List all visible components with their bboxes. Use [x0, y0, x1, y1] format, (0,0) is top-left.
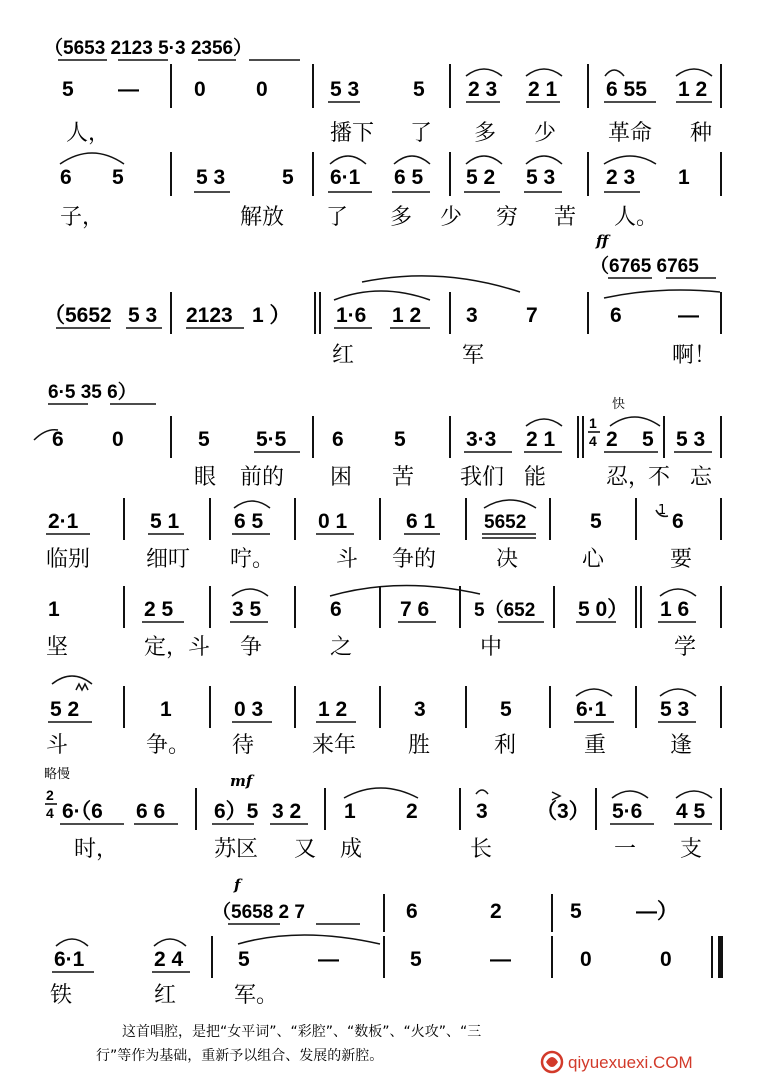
- slur: [52, 676, 92, 684]
- slur: [484, 500, 536, 508]
- note: 5: [238, 948, 250, 971]
- note: 2123: [186, 304, 233, 327]
- slur: [60, 153, 124, 164]
- note: —: [318, 948, 339, 971]
- note: 5: [642, 428, 654, 451]
- lyric: 我们: [460, 465, 505, 490]
- slur: [604, 156, 656, 164]
- note: 2: [490, 900, 502, 923]
- lyric: 忍，: [606, 465, 651, 490]
- prelude-line: （5653 2123 5·3 2356）: [44, 38, 253, 59]
- note: 6: [672, 510, 684, 533]
- note: 6）5: [214, 800, 259, 823]
- lyric: 种: [690, 121, 713, 146]
- lyric: 斗: [336, 547, 359, 572]
- note: 4 5: [676, 800, 706, 823]
- time-signature-top: 2: [46, 787, 54, 803]
- lyric: 决: [496, 547, 519, 572]
- note: 3: [414, 698, 426, 721]
- note: 2: [406, 800, 418, 823]
- grace-note: 1: [658, 503, 667, 518]
- note: 5652: [484, 512, 527, 533]
- lyric: 人。: [614, 205, 659, 230]
- note: 3: [476, 800, 488, 823]
- note: 5: [394, 428, 406, 451]
- note: 2 4: [154, 948, 184, 971]
- lyric: 了: [410, 121, 433, 146]
- note: 2·1: [48, 510, 79, 533]
- system-7: [46, 676, 721, 758]
- slur: [56, 939, 88, 946]
- lyric: 支: [680, 837, 703, 862]
- slur: [466, 69, 502, 76]
- lyric: 忘: [690, 465, 713, 490]
- slur: [576, 689, 612, 696]
- note: 1 2: [392, 304, 422, 327]
- lyric: 播下: [330, 121, 375, 146]
- note: 2 1: [528, 78, 558, 101]
- prelude-line: （6765 6765: [590, 256, 699, 277]
- lyric: 一: [614, 837, 637, 862]
- lyric: 军: [462, 343, 485, 368]
- lyric: 心: [582, 547, 605, 572]
- slur: [466, 156, 502, 164]
- note: 5 3: [128, 304, 158, 327]
- lyric: 解放: [240, 205, 285, 230]
- lyric: 争的: [392, 547, 437, 572]
- slur: [330, 585, 480, 596]
- note: 5: [500, 698, 512, 721]
- note: 1 6: [660, 598, 690, 621]
- note: 2 1: [526, 428, 556, 451]
- slur: [604, 290, 720, 298]
- note: 7: [526, 304, 538, 327]
- lyric: 争: [240, 635, 263, 660]
- note: 5 0）: [578, 598, 629, 621]
- note: 6 5: [234, 510, 264, 533]
- note: 5: [198, 428, 210, 451]
- note: 5: [570, 900, 582, 923]
- watermark-logo-mark: [546, 1057, 558, 1067]
- note: （5652: [44, 304, 112, 327]
- lyric: 定，斗: [144, 635, 211, 660]
- system-3: [44, 232, 721, 368]
- slur: [344, 788, 418, 798]
- note: 3 2: [272, 800, 302, 823]
- note: 6·（6: [62, 800, 103, 823]
- slur: [330, 156, 366, 164]
- lyric: 利: [494, 733, 517, 758]
- note: 1: [678, 166, 690, 189]
- note: 0 3: [234, 698, 264, 721]
- lyric: 了: [326, 205, 349, 230]
- system-9: [50, 876, 723, 1008]
- lyric: 中: [480, 635, 503, 660]
- note: 2 3: [468, 78, 498, 101]
- lyric: 苦: [392, 465, 415, 490]
- lyric: 少: [440, 205, 463, 230]
- note: 6: [60, 166, 72, 189]
- note: 5 2: [466, 166, 496, 189]
- note: 1: [48, 598, 60, 621]
- note: 0: [580, 948, 592, 971]
- caption-line: 行”等作为基础，重新予以组合、发展的新腔。: [96, 1048, 384, 1064]
- note: 3: [466, 304, 478, 327]
- note: 6·1: [54, 948, 85, 971]
- lyric: 之: [330, 635, 353, 660]
- prelude-line: （5658 2 7: [212, 902, 305, 923]
- slur: [526, 69, 562, 76]
- time-signature-bottom: 4: [589, 433, 597, 449]
- lyric: 子，: [60, 205, 105, 230]
- note: 5 2: [50, 698, 80, 721]
- note: 1 ）: [252, 304, 291, 327]
- prelude-line: 6·5 35 6）: [48, 382, 137, 403]
- dynamic-mark: f: [234, 876, 241, 894]
- note: 5（652: [474, 600, 536, 621]
- lyric: 时，: [74, 837, 119, 862]
- note: —: [678, 304, 699, 327]
- note: 6: [330, 598, 342, 621]
- slur: [660, 689, 696, 696]
- note: 2: [606, 428, 618, 451]
- note: 6: [610, 304, 622, 327]
- lyric: 细叮: [146, 547, 191, 572]
- system-2: [60, 152, 721, 230]
- slur: [610, 417, 660, 426]
- time-signature-bottom: 4: [46, 805, 54, 821]
- note: 3·3: [466, 428, 497, 451]
- slur: [234, 501, 270, 508]
- lyric: 前的: [240, 465, 285, 490]
- note: 5 3: [196, 166, 226, 189]
- note: 5: [282, 166, 294, 189]
- note: 3 5: [232, 598, 262, 621]
- lyric: 能: [524, 465, 547, 490]
- note: 1·6: [336, 304, 367, 327]
- slur: [334, 291, 430, 300]
- note: 0: [112, 428, 124, 451]
- note: 5 3: [660, 698, 690, 721]
- note: 5 1: [150, 510, 180, 533]
- lyric: 斗: [46, 733, 69, 758]
- lyric: 苏区: [214, 837, 259, 862]
- dynamic-mark: ff: [596, 232, 609, 250]
- lyric: 学: [674, 635, 697, 660]
- note: 5·6: [612, 800, 643, 823]
- lyric: 多: [390, 205, 413, 230]
- note: 0: [194, 78, 206, 101]
- system-8: [44, 766, 721, 862]
- note: 5: [413, 78, 425, 101]
- system-1: [44, 36, 721, 146]
- note: 0 1: [318, 510, 348, 533]
- lyric: 穷: [496, 205, 519, 230]
- note: 5·5: [256, 428, 287, 451]
- lyric: 又: [294, 837, 317, 862]
- lyric: 逢: [670, 733, 693, 758]
- system-6: [46, 585, 721, 660]
- tempo-mark: 快: [612, 397, 626, 412]
- note: 5: [590, 510, 602, 533]
- note: 5: [410, 948, 422, 971]
- watermark: [542, 1052, 693, 1072]
- note: —）: [636, 900, 678, 923]
- note: 6: [332, 428, 344, 451]
- slur: [238, 935, 380, 944]
- lyric: 红: [154, 983, 177, 1008]
- accent-mark: [552, 792, 560, 800]
- slur: [232, 589, 268, 596]
- lyric: 人，: [66, 121, 111, 146]
- slur: [612, 791, 648, 798]
- note: 6: [52, 428, 64, 451]
- lyric: 少: [534, 121, 557, 146]
- note: 2 5: [144, 598, 174, 621]
- slur: [660, 589, 696, 596]
- lyric: 坚: [46, 635, 69, 660]
- note: 6: [406, 900, 418, 923]
- tempo-mark: 略慢: [44, 767, 71, 782]
- slur: [605, 70, 624, 76]
- note: 0: [256, 78, 268, 101]
- lyric: 军。: [234, 983, 279, 1008]
- slur: [394, 156, 430, 164]
- note: 6·1: [576, 698, 607, 721]
- time-signature-top: 1: [589, 415, 597, 431]
- caption-line: 这首唱腔，是把“女平词”、“彩腔”、“数板”、“火攻”、“三: [122, 1024, 482, 1040]
- slur: [676, 791, 712, 798]
- lyric: 长: [470, 837, 493, 862]
- note: 6 5: [394, 166, 424, 189]
- slur: [154, 939, 186, 946]
- lyric: 困: [330, 465, 353, 490]
- lyric: 红: [332, 343, 355, 368]
- system-5: [46, 498, 721, 572]
- note: （3）: [536, 800, 590, 823]
- note: 7 6: [400, 598, 430, 621]
- caption: [96, 1023, 481, 1064]
- note: 1: [160, 698, 172, 721]
- dynamic-mark: mf: [230, 772, 253, 790]
- trill-mark: [76, 684, 88, 690]
- lyric: 多: [474, 121, 497, 146]
- note: 1 2: [678, 78, 708, 101]
- slur: [526, 156, 562, 164]
- note: 6 55: [606, 78, 647, 101]
- lyric: 苦: [554, 205, 577, 230]
- lyric: 啊！: [672, 343, 717, 368]
- note: 6 1: [406, 510, 436, 533]
- lyric: 铁: [50, 983, 73, 1008]
- lyric: 不: [648, 465, 671, 490]
- lyric: 成: [340, 837, 363, 862]
- slur: [526, 419, 562, 426]
- lyric: 重: [584, 733, 607, 758]
- fermata: [476, 790, 488, 794]
- lyric: 待: [232, 733, 255, 758]
- lyric: 争。: [146, 733, 191, 758]
- note: 5: [62, 78, 74, 101]
- note: 5 3: [526, 166, 556, 189]
- note: 2 3: [606, 166, 636, 189]
- note: 5: [112, 166, 124, 189]
- lyric: 胜: [408, 733, 431, 758]
- system-4: [34, 380, 721, 490]
- note: 0: [660, 948, 672, 971]
- lyric: 要: [670, 547, 693, 572]
- note: 5 3: [330, 78, 360, 101]
- lyric: 眼: [194, 465, 217, 490]
- lyric: 咛。: [230, 547, 275, 572]
- watermark-text: qiyuexuexi.COM: [568, 1053, 693, 1072]
- note: 5 3: [676, 428, 706, 451]
- note: 6 6: [136, 800, 166, 823]
- lyric: 革命: [608, 121, 653, 146]
- note: —: [118, 78, 139, 101]
- slur: [362, 276, 520, 292]
- lyric: 临别: [46, 547, 91, 572]
- final-barline-thick: [718, 936, 723, 978]
- note: 6·1: [330, 166, 361, 189]
- note: —: [490, 948, 511, 971]
- lyric: 来年: [312, 733, 357, 758]
- slur: [676, 69, 712, 76]
- note: 1 2: [318, 698, 348, 721]
- note: 1: [344, 800, 356, 823]
